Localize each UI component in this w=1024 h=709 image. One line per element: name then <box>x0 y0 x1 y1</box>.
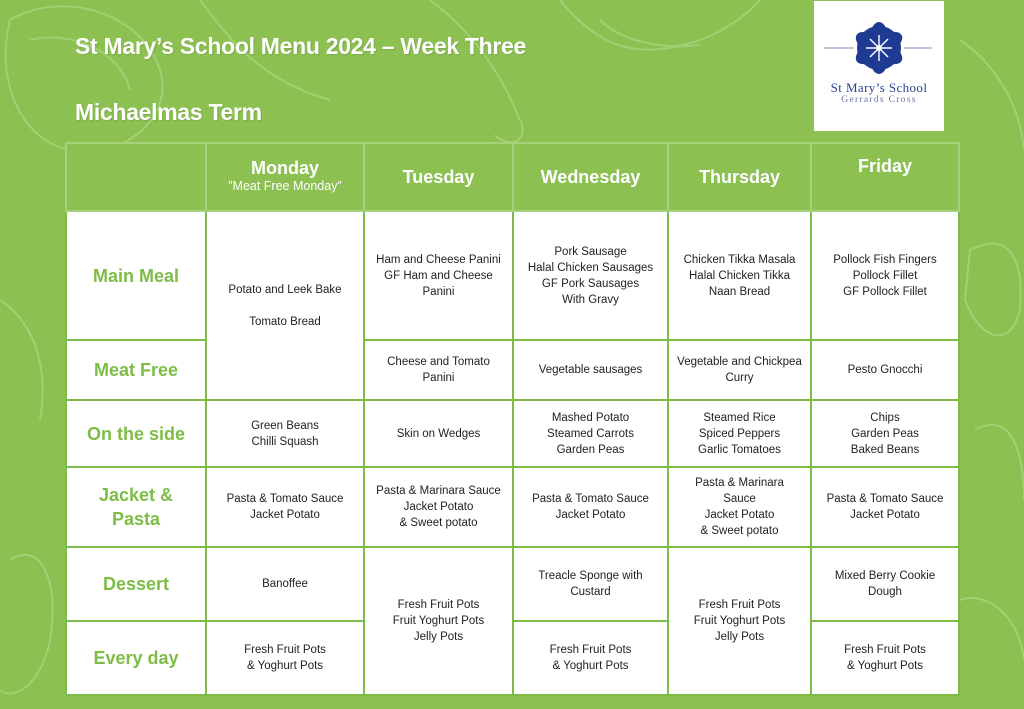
row-on-the-side <box>66 400 959 467</box>
cell-friday-meat-free: Pesto Gnocchi <box>811 340 959 400</box>
cell-wednesday-main-meal: Pork Sausage Halal Chicken Sausages GF Pork Sausages With Gravy <box>513 211 668 340</box>
day-header-tuesday: Tuesday <box>364 143 513 211</box>
cell-tuesday-jacket-pasta: Pasta & Marinara Sauce Jacket Potato & Sweet potato <box>364 467 513 547</box>
row-every-day <box>66 621 959 695</box>
row-label-dessert: Dessert <box>66 547 206 621</box>
cell-tuesday-meat-free: Cheese and Tomato Panini <box>364 340 513 400</box>
cell-friday-jacket-pasta: Pasta & Tomato Sauce Jacket Potato <box>811 467 959 547</box>
row-main-meal <box>66 211 959 340</box>
cell-thursday-meat-free: Vegetable and Chickpea Curry <box>668 340 811 400</box>
cell-monday-main-meal: Potato and Leek Bake Tomato Bread <box>206 211 364 400</box>
cell-wednesday-jacket-pasta: Pasta & Tomato Sauce Jacket Potato <box>513 467 668 547</box>
cell-tuesday-dessert: Fresh Fruit Pots Fruit Yoghurt Pots Jelly Pots <box>364 547 513 695</box>
cell-wednesday-every-day: Fresh Fruit Pots & Yoghurt Pots <box>513 621 668 695</box>
term-subtitle: Michaelmas Term <box>75 99 262 125</box>
cell-tuesday-main-meal: Ham and Cheese Panini GF Ham and Cheese Panini <box>364 211 513 340</box>
day-header-row <box>66 143 959 211</box>
cell-friday-main-meal: Pollock Fish Fingers Pollock Fillet GF Pollock Fillet <box>811 211 959 340</box>
row-label-meat-free: Meat Free <box>66 340 206 400</box>
logo-school-name: St Mary’s School <box>830 80 928 95</box>
monday-subtitle: ”Meat Free Monday” <box>228 179 342 193</box>
cell-wednesday-side: Mashed Potato Steamed Carrots Garden Peas <box>513 400 668 467</box>
cell-monday-jacket-pasta: Pasta & Tomato Sauce Jacket Potato <box>206 467 364 547</box>
day-header-friday: Friday <box>811 143 959 211</box>
page-title: St Mary’s School Menu 2024 – Week Three <box>75 33 527 59</box>
row-label-every-day: Every day <box>66 621 206 695</box>
cell-friday-side: Chips Garden Peas Baked Beans <box>811 400 959 467</box>
row-label-on-the-side: On the side <box>66 400 206 467</box>
row-dessert <box>66 547 959 621</box>
cell-wednesday-dessert: Treacle Sponge with Custard <box>513 547 668 621</box>
day-header-wednesday: Wednesday <box>513 143 668 211</box>
header-corner <box>66 143 206 211</box>
cell-thursday-side: Steamed Rice Spiced Peppers Garlic Tomatoes <box>668 400 811 467</box>
cell-tuesday-side: Skin on Wedges <box>364 400 513 467</box>
cell-thursday-dessert: Fresh Fruit Pots Fruit Yoghurt Pots Jelly Pots <box>668 547 811 695</box>
cell-friday-dessert: Mixed Berry Cookie Dough <box>811 547 959 621</box>
cell-wednesday-meat-free: Vegetable sausages <box>513 340 668 400</box>
row-meat-free <box>66 340 959 400</box>
cell-monday-side: Green Beans Chilli Squash <box>206 400 364 467</box>
day-header-thursday: Thursday <box>668 143 811 211</box>
school-logo <box>814 1 944 131</box>
cell-monday-every-day: Fresh Fruit Pots & Yoghurt Pots <box>206 621 364 695</box>
logo-location: Gerrards Cross <box>841 95 917 105</box>
cell-monday-dessert: Banoffee <box>206 547 364 621</box>
row-label-jacket-pasta: Jacket & Pasta <box>66 467 206 547</box>
row-label-main-meal: Main Meal <box>66 211 206 340</box>
day-header-monday: Monday ”Meat Free Monday” <box>206 143 364 211</box>
cell-thursday-main-meal: Chicken Tikka Masala Halal Chicken Tikka Naan Bread <box>668 211 811 340</box>
cell-thursday-jacket-pasta: Pasta & Marinara Sauce Jacket Potato & Sweet potato <box>668 467 811 547</box>
row-jacket-pasta <box>66 467 959 547</box>
cell-friday-every-day: Fresh Fruit Pots & Yoghurt Pots <box>811 621 959 695</box>
school-star-emblem <box>814 1 944 131</box>
weekly-menu-table <box>65 142 960 696</box>
